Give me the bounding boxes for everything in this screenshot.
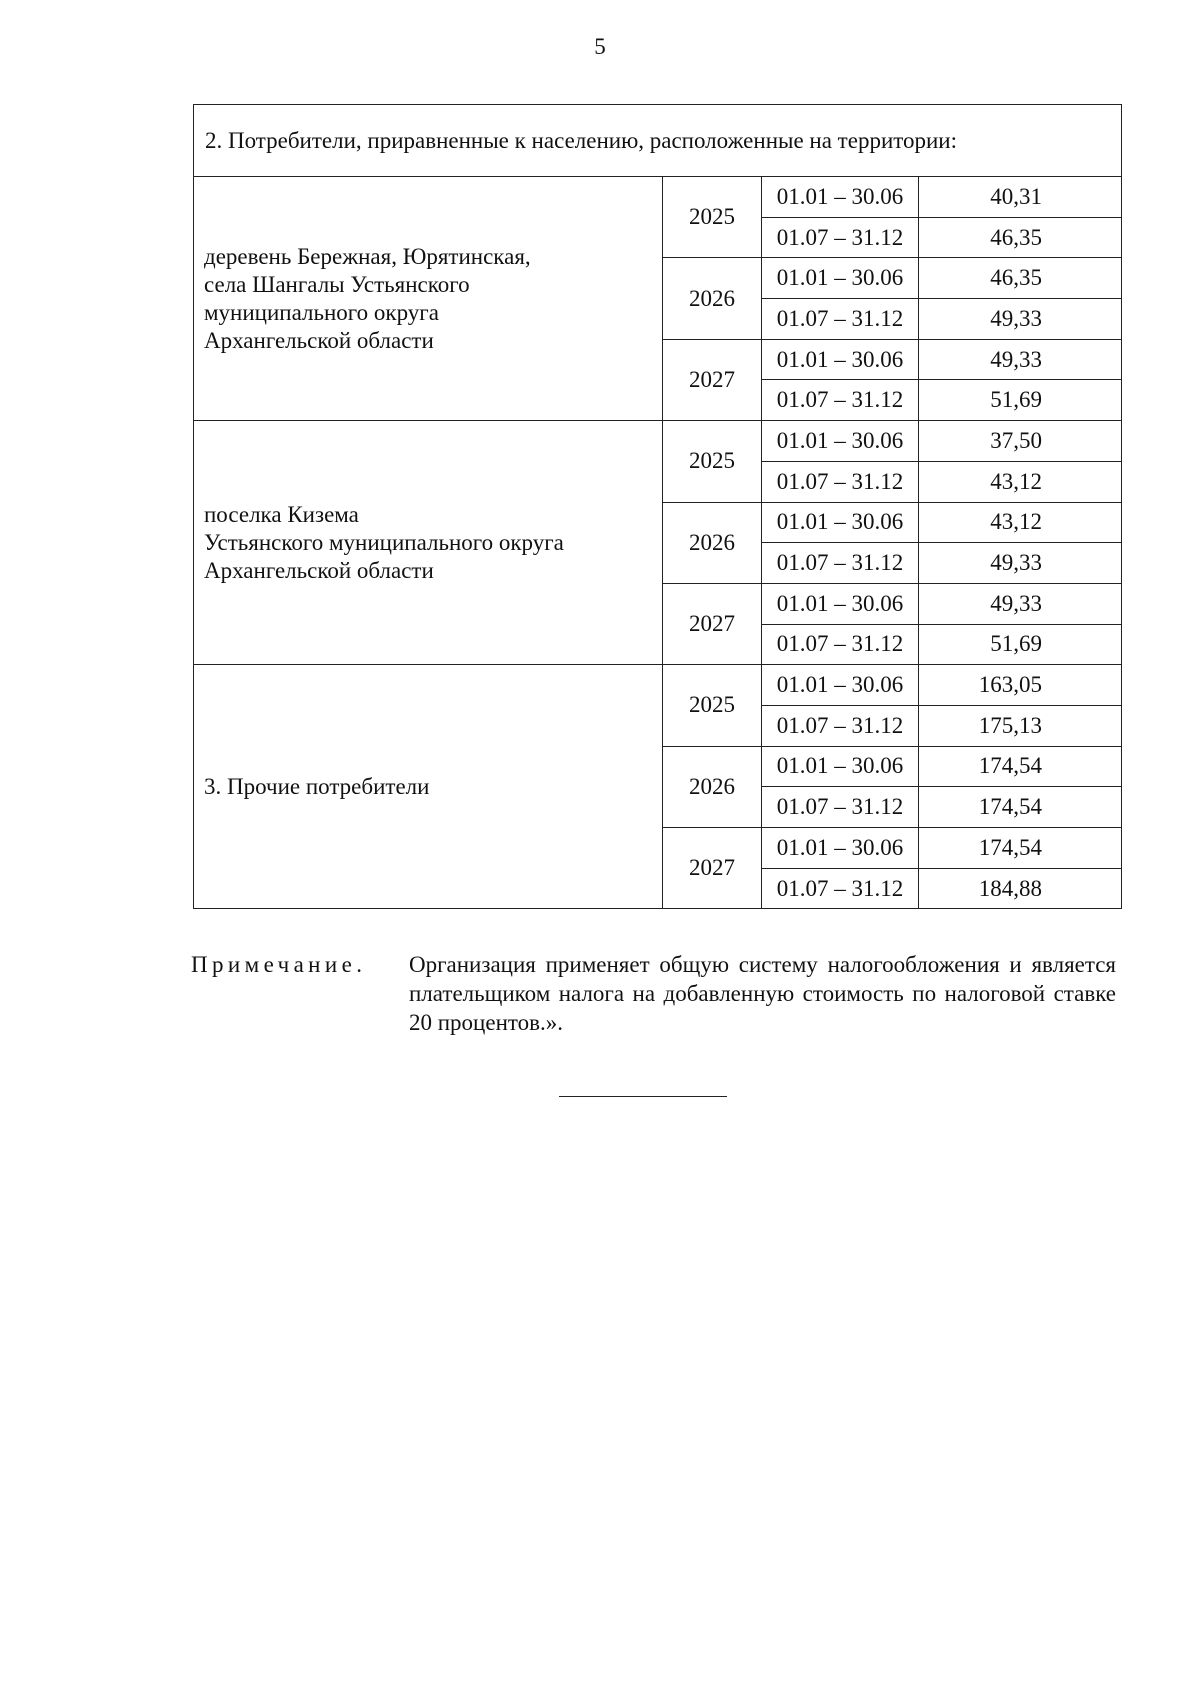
tariff-value-cell: 51,69 [919,380,1122,421]
period-cell: 01.01 – 30.06 [762,665,919,706]
table-row [194,421,1122,462]
year-cell: 2025 [663,665,762,746]
consumer-group-line: поселка Кизема [204,501,359,527]
period-cell: 01.07 – 31.12 [762,705,919,746]
period-cell: 01.07 – 31.12 [762,868,919,909]
table-header-cell: 2. Потребители, приравненные к населению, расположенные на территории: [194,105,1122,177]
tariff-value-cell: 49,33 [919,583,1122,624]
end-divider [559,1096,727,1097]
tariff-value-cell: 49,33 [919,543,1122,584]
consumer-group-cell [194,665,663,909]
note-block [191,950,1116,1037]
year-cell: 2027 [663,828,762,909]
tariff-value-cell: 174,54 [919,787,1122,828]
period-cell: 01.01 – 30.06 [762,502,919,543]
period-cell: 01.07 – 31.12 [762,299,919,340]
tariff-value-cell: 43,12 [919,502,1122,543]
period-cell: 01.01 – 30.06 [762,339,919,380]
consumer-group-line: села Шангалы Устьянского [204,271,470,297]
year-cell: 2025 [663,177,762,258]
year-cell: 2025 [663,421,762,502]
tariff-value-cell: 37,50 [919,421,1122,462]
period-cell: 01.01 – 30.06 [762,583,919,624]
table-row [194,177,1122,218]
page-number: 5 [594,34,606,59]
year-cell: 2027 [663,339,762,420]
period-cell: 01.01 – 30.06 [762,828,919,869]
consumer-group-line: 3. Прочие потребители [204,773,430,799]
year-cell: 2026 [663,502,762,583]
period-cell: 01.07 – 31.12 [762,787,919,828]
consumer-group-cell [194,421,663,665]
period-cell: 01.07 – 31.12 [762,380,919,421]
tariff-value-cell: 184,88 [919,868,1122,909]
tariff-value-cell: 49,33 [919,299,1122,340]
consumer-group-line: муниципального округа [204,299,439,325]
period-cell: 01.01 – 30.06 [762,746,919,787]
period-cell: 01.07 – 31.12 [762,624,919,665]
consumer-group-line: Устьянского муниципального округа [204,529,564,555]
consumer-group-line: Архангельской области [204,327,434,353]
note-text: Организация применяет общую систему налогообложения и является плательщиком налога на добавленную стоимость по налоговой ставке 20 процентов.». [409,952,1116,1035]
year-cell: 2026 [663,258,762,339]
tariff-value-cell: 46,35 [919,258,1122,299]
tariff-value-cell: 175,13 [919,705,1122,746]
period-cell: 01.01 – 30.06 [762,177,919,218]
tariff-value-cell: 46,35 [919,217,1122,258]
tariff-value-cell: 163,05 [919,665,1122,706]
consumer-group-line: Архангельской области [204,557,434,583]
period-cell: 01.07 – 31.12 [762,461,919,502]
table-header-row [194,105,1122,177]
year-cell: 2027 [663,583,762,664]
tariff-table-body [194,105,1122,909]
consumer-group-line: деревень Бережная, Юрятинская, [204,243,531,269]
period-cell: 01.07 – 31.12 [762,217,919,258]
tariff-value-cell: 174,54 [919,746,1122,787]
table-row [194,665,1122,706]
period-cell: 01.01 – 30.06 [762,258,919,299]
year-cell: 2026 [663,746,762,827]
consumer-group-cell [194,177,663,421]
tariff-value-cell: 51,69 [919,624,1122,665]
tariff-value-cell: 40,31 [919,177,1122,218]
tariff-value-cell: 49,33 [919,339,1122,380]
tariff-table [193,104,1122,909]
period-cell: 01.07 – 31.12 [762,543,919,584]
note-label: Примечание. [191,952,367,977]
tariff-value-cell: 43,12 [919,461,1122,502]
period-cell: 01.01 – 30.06 [762,421,919,462]
tariff-value-cell: 174,54 [919,828,1122,869]
